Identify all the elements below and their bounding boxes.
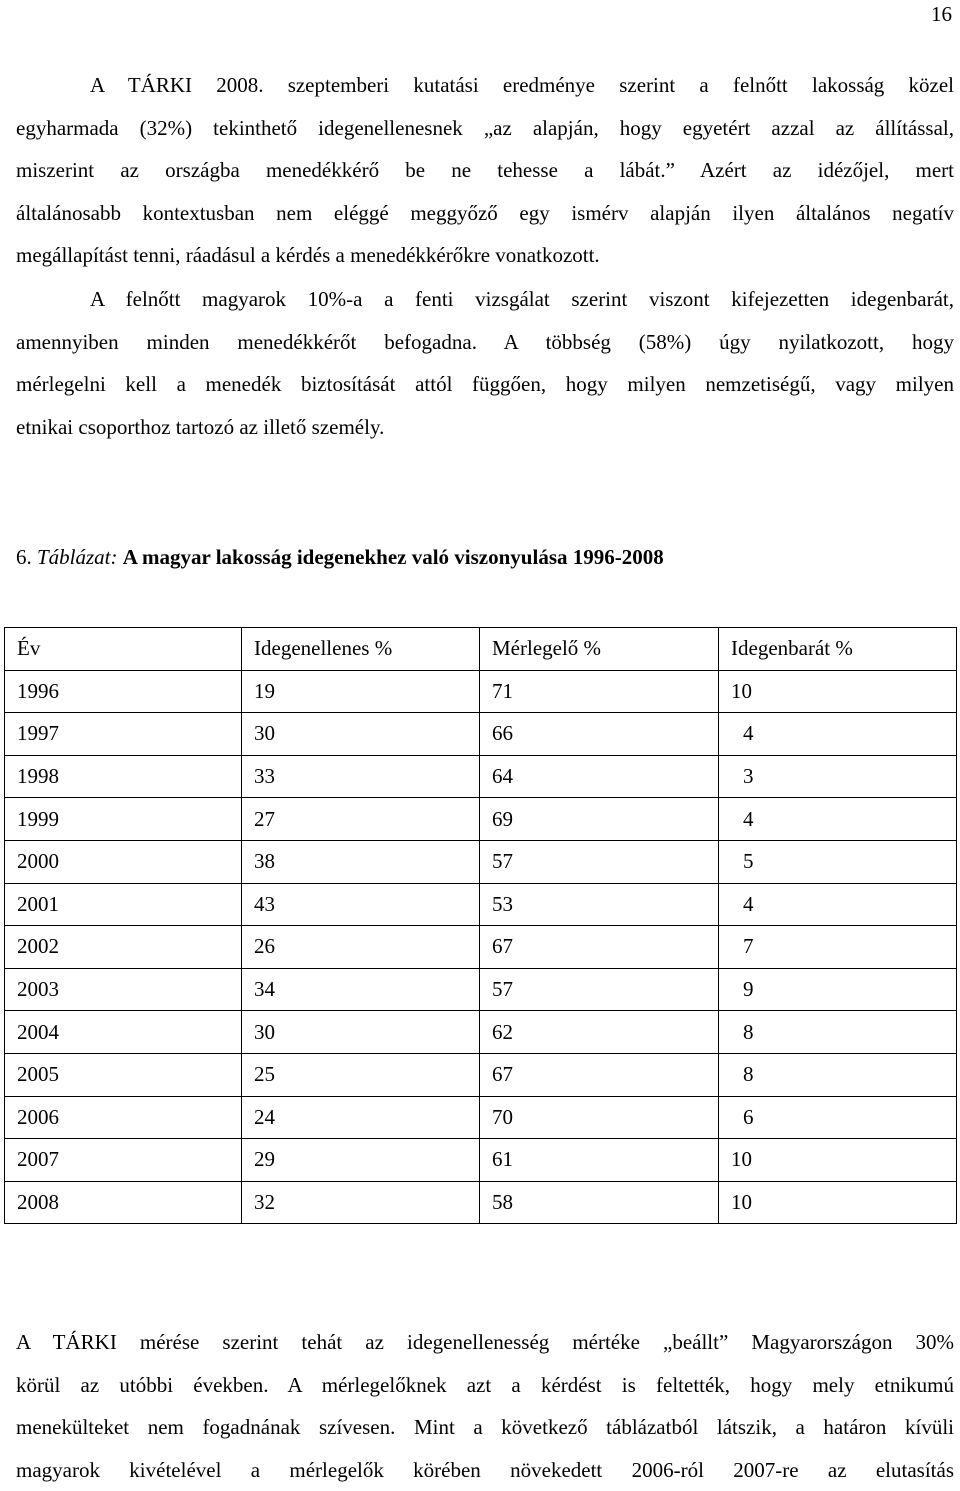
cell-weighing: 53 (480, 883, 719, 926)
caption-label: Táblázat: (37, 545, 118, 569)
table-row (5, 798, 957, 841)
cell-year: 2006 (5, 1096, 242, 1139)
cell-xenophile: 6 (719, 1096, 957, 1139)
cell-weighing: 62 (480, 1011, 719, 1054)
text-line: magyarok kivételével a mérlegelők körében növekedett 2006-ról 2007-re az elutasítás (16, 1457, 954, 1482)
cell-weighing: 57 (480, 840, 719, 883)
cell-weighing: 58 (480, 1181, 719, 1224)
page-number: 16 (931, 2, 952, 26)
caption-title: A magyar lakosság idegenekhez való viszonyulása 1996-2008 (122, 545, 664, 569)
text-line: A TÁRKI mérése szerint tehát az idegenellenesség mértéke „beállt” Magyarországon 30% (16, 1330, 954, 1354)
cell-xenophile: 5 (719, 840, 957, 883)
table-row (5, 755, 957, 798)
cell-xenophobic: 43 (242, 883, 480, 926)
text-line: egyharmada (32%) tekinthető idegenellenesnek „az alapján, hogy egyetért azzal az állítással, (16, 115, 954, 140)
text-line: A TÁRKI 2008. szeptemberi kutatási eredménye szerint a felnőtt lakosság közel (90, 73, 954, 97)
text-line: körül az utóbbi években. A mérlegelőknek azt a kérdést is feltették, hogy mely etnikumú (16, 1372, 954, 1397)
text-line: amennyiben minden menedékkérőt befogadna. A többség (58%) úgy nyilatkozott, hogy (16, 329, 954, 354)
table-header-row (5, 628, 957, 671)
text-line: menekülteket nem fogadnának szívesen. Mint a következő táblázatból látszik, a határon kívüli (16, 1415, 954, 1440)
table-body (5, 670, 957, 1224)
cell-xenophobic: 29 (242, 1139, 480, 1182)
cell-xenophobic: 26 (242, 926, 480, 969)
table-row (5, 926, 957, 969)
cell-xenophile: 8 (719, 1053, 957, 1096)
header-weighing: Mérlegelő % (480, 628, 719, 671)
cell-year: 1997 (5, 713, 242, 756)
cell-xenophobic: 32 (242, 1181, 480, 1224)
cell-year: 2004 (5, 1011, 242, 1054)
table-row (5, 968, 957, 1011)
cell-weighing: 67 (480, 1053, 719, 1096)
table-caption (16, 536, 664, 578)
cell-weighing: 69 (480, 798, 719, 841)
cell-xenophobic: 33 (242, 755, 480, 798)
header-xenophobic: Idegenellenes % (242, 628, 480, 671)
table-row (5, 1139, 957, 1182)
cell-xenophile: 7 (719, 926, 957, 969)
cell-weighing: 64 (480, 755, 719, 798)
header-xenophile: Idegenbarát % (719, 628, 957, 671)
cell-xenophobic: 34 (242, 968, 480, 1011)
table-row (5, 840, 957, 883)
cell-xenophile: 8 (719, 1011, 957, 1054)
cell-xenophobic: 24 (242, 1096, 480, 1139)
cell-xenophobic: 30 (242, 713, 480, 756)
cell-xenophile: 10 (719, 1139, 957, 1182)
cell-year: 2000 (5, 840, 242, 883)
attitude-table (4, 627, 957, 1224)
text-line: mérlegelni kell a menedék biztosítását attól függően, hogy milyen nemzetiségű, vagy milyen (16, 372, 954, 397)
cell-xenophobic: 38 (242, 840, 480, 883)
cell-year: 2007 (5, 1139, 242, 1182)
header-year: Év (5, 628, 242, 671)
cell-xenophile: 10 (719, 670, 957, 713)
cell-xenophobic: 30 (242, 1011, 480, 1054)
cell-year: 2005 (5, 1053, 242, 1096)
cell-year: 2002 (5, 926, 242, 969)
cell-xenophile: 4 (719, 883, 957, 926)
cell-xenophile: 9 (719, 968, 957, 1011)
cell-weighing: 57 (480, 968, 719, 1011)
text-line: A felnőtt magyarok 10%-a a fenti vizsgálat szerint viszont kifejezetten idegenbarát, (90, 287, 954, 311)
cell-year: 1998 (5, 755, 242, 798)
cell-year: 2008 (5, 1181, 242, 1224)
cell-weighing: 70 (480, 1096, 719, 1139)
text-line: miszerint az országba menedékkérő be ne tehesse a lábát.” Azért az idézőjel, mert (16, 158, 954, 183)
table-row (5, 1096, 957, 1139)
caption-number: 6. (16, 545, 32, 569)
cell-year: 2003 (5, 968, 242, 1011)
cell-xenophobic: 25 (242, 1053, 480, 1096)
table-row (5, 1011, 957, 1054)
cell-weighing: 61 (480, 1139, 719, 1182)
text-line: etnikai csoporthoz tartozó az illető személy. (16, 414, 385, 439)
cell-weighing: 66 (480, 713, 719, 756)
cell-xenophile: 3 (719, 755, 957, 798)
table-row (5, 1181, 957, 1224)
cell-xenophobic: 27 (242, 798, 480, 841)
text-line: megállapítást tenni, ráadásul a kérdés a menedékkérőkre vonatkozott. (16, 243, 600, 268)
paragraph-intro (16, 64, 954, 277)
table-row (5, 670, 957, 713)
cell-weighing: 67 (480, 926, 719, 969)
cell-year: 2001 (5, 883, 242, 926)
table-row (5, 883, 957, 926)
cell-xenophile: 4 (719, 713, 957, 756)
cell-xenophile: 4 (719, 798, 957, 841)
table-row (5, 713, 957, 756)
paragraph-conclusion (16, 1321, 954, 1491)
table-row (5, 1053, 957, 1096)
cell-year: 1996 (5, 670, 242, 713)
paragraph-majority (16, 278, 954, 448)
cell-xenophobic: 19 (242, 670, 480, 713)
cell-xenophile: 10 (719, 1181, 957, 1224)
text-line: általánosabb kontextusban nem eléggé meggyőző egy ismérv alapján ilyen általános negatív (16, 200, 954, 225)
cell-weighing: 71 (480, 670, 719, 713)
cell-year: 1999 (5, 798, 242, 841)
